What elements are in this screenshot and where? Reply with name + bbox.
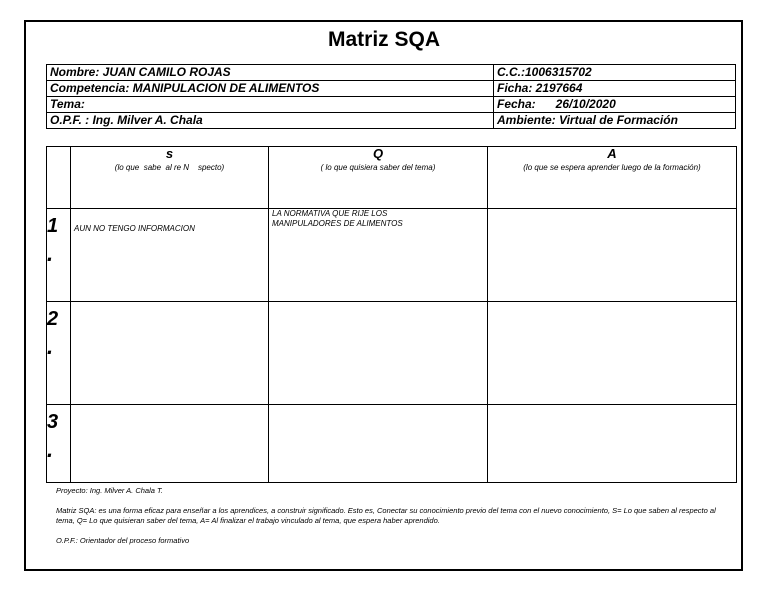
column-subtitle: (lo que sabe al re N specto) (114, 163, 225, 172)
q-cell-text: LA NORMATIVA QUE RIJE LOS MANIPULADORES DE ALIMENTOS (272, 209, 403, 228)
s-cell-text: AUN NO TENGO INFORMACION (74, 224, 195, 233)
table-row (47, 405, 737, 483)
q-cell (269, 209, 488, 302)
sqa-grid (46, 146, 737, 483)
corner-cell (47, 147, 71, 209)
row-dot: . (47, 437, 54, 462)
row-dot: . (47, 334, 54, 359)
column-letter: s (165, 146, 174, 161)
info-table (46, 64, 736, 129)
row-number: 2 (47, 308, 59, 330)
footer-definition: Matriz SQA: es una forma eficaz para enseñar a los aprendices, a construir significado. Esto es, Conectar su conocimiento previo del tema con el nuevo conocimiento, S= Lo que saben al respecto al tema, Q= Lo que quisieran saber del tema, A= Al finalizar el trabajo vinculado al tema, que espera haber aprendido. (56, 506, 716, 525)
table-row (47, 302, 737, 405)
footer-proyecto: Proyecto: Ing. Milver A. Chala T. (56, 486, 163, 495)
row-number-cell (47, 302, 71, 405)
competencia-field: Competencia: MANIPULACION DE ALIMENTOS (47, 81, 494, 97)
page-title: Matriz SQA (327, 28, 440, 51)
footer-opf: O.P.F.: Orientador del proceso formativo (56, 536, 190, 545)
row-number: 3 (47, 411, 59, 433)
column-header-a (488, 147, 737, 209)
column-header-s (71, 147, 269, 209)
q-cell (269, 302, 488, 405)
cc-field: C.C.:1006315702 (494, 65, 736, 81)
header-row (47, 147, 737, 209)
fecha-field: Fecha: 26/10/2020 (494, 97, 736, 113)
column-header-q (269, 147, 488, 209)
row-dot: . (47, 241, 54, 266)
tema-field: Tema: (47, 97, 494, 113)
ambiente-field: Ambiente: Virtual de Formación (494, 113, 736, 129)
opf-field: O.P.F. : Ing. Milver A. Chala (47, 113, 494, 129)
column-letter: A (607, 146, 617, 161)
row-number: 1 (47, 215, 59, 237)
q-cell (269, 405, 488, 483)
s-cell (71, 209, 269, 302)
s-cell (71, 405, 269, 483)
a-cell (488, 302, 737, 405)
column-letter: Q (372, 146, 384, 161)
s-cell (71, 302, 269, 405)
a-cell (488, 405, 737, 483)
ficha-field: Ficha: 2197664 (494, 81, 736, 97)
row-number-cell (47, 209, 71, 302)
column-subtitle: (lo que se espera aprender luego de la formación) (523, 163, 701, 172)
column-subtitle: ( lo que quisiera saber del tema) (320, 163, 436, 172)
a-cell (488, 209, 737, 302)
table-row (47, 209, 737, 302)
nombre-field: Nombre: JUAN CAMILO ROJAS (47, 65, 494, 81)
row-number-cell (47, 405, 71, 483)
